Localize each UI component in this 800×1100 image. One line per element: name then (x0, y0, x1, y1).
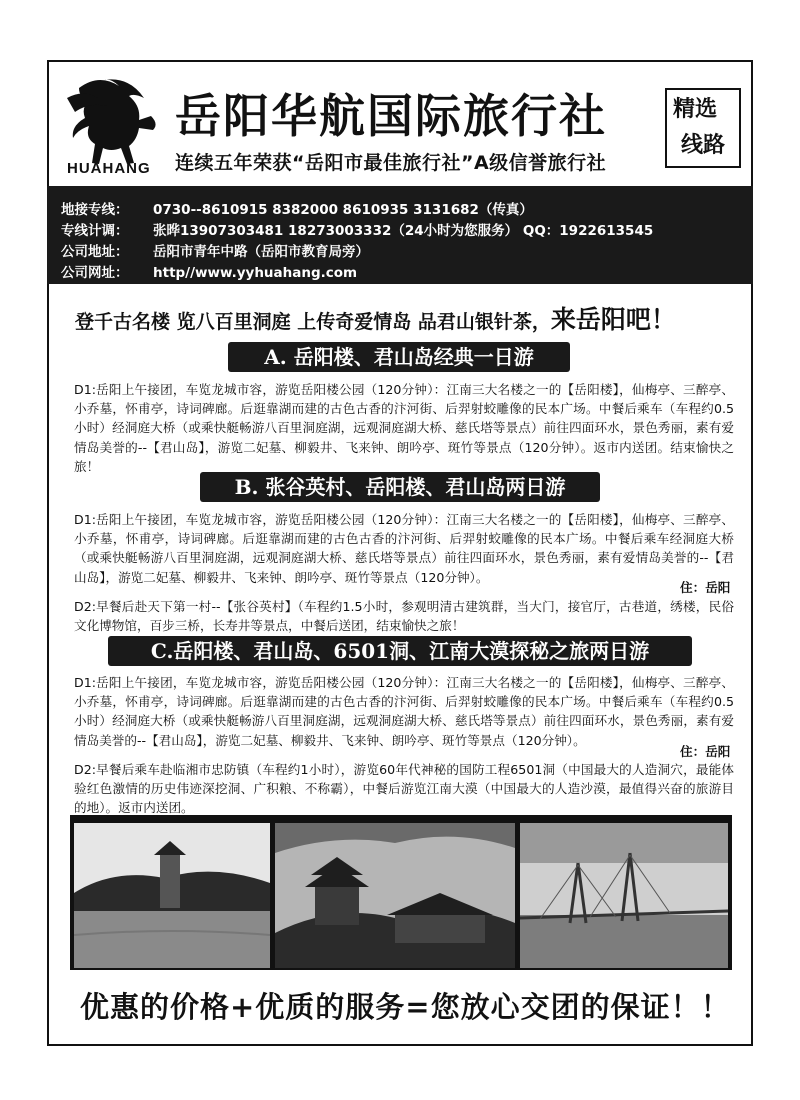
info-label: 公司网址： (61, 265, 129, 281)
badge-line-2: 线路 (681, 133, 726, 158)
photo-strip (70, 815, 732, 970)
footer-slogan: 优惠的价格+优质的服务=您放心交团的保证！！ (80, 990, 731, 1024)
company-name: 岳阳华航国际旅行社 (175, 89, 607, 143)
slogan (75, 300, 676, 336)
tour-b-d2: D2:早餐后赴天下第一村--【张谷英村】（车程约1.5小时，参观明清古建筑群，当大门，接官厅，古巷道，绣楼，民俗文化博物馆，百步三桥，长寿井等景点，中餐后送团，结束愉快之旅！ (74, 599, 734, 634)
tour-a-title: A. 岳阳楼、君山岛经典一日游 (228, 342, 570, 372)
featured-routes-badge (665, 88, 741, 168)
info-label: 专线计调： (61, 223, 129, 239)
header (47, 60, 753, 186)
tour-c-d1: D1:岳阳上午接团，车览龙城市容，游览岳阳楼公园（120分钟）：江南三大名楼之一的【岳阳楼】，仙梅亭、三醉亭、小乔墓，怀甫亭，诗词碑廊。后逛靠湖而建的古色古香的汴河街、后羿射蛟雕像的民本广场。中餐后乘车（车程约0.5小时）经洞庭大桥（或乘快艇畅游八百里洞庭湖，远观洞庭湖大桥、慈氏塔等景点）前往四面环水，景色秀丽，素有爱情岛美誉的--【君山岛】，游览二妃墓、柳毅井、飞来钟、朗吟亭、斑竹等景点（120分钟）。 (74, 675, 734, 748)
info-value: 0730--8610915 8382000 8610935 3131682（传真） (153, 202, 533, 218)
tour-c-title: C.岳阳楼、君山岛、6501洞、江南大漠探秘之旅两日游 (108, 636, 692, 666)
badge-line-1: 精选 (673, 97, 718, 122)
tour-b-stay: 住：岳阳 (680, 580, 731, 595)
info-value: 岳阳市青年中路（岳阳市教育局旁） (153, 244, 369, 260)
info-row-hotline (61, 198, 533, 218)
tour-b-d1: D1:岳阳上午接团，车览龙城市容，游览岳阳楼公园（120分钟）：江南三大名楼之一的【岳阳楼】，仙梅亭、三醉亭、小乔墓，怀甫亭，诗词碑廊。后逛靠湖而建的古色古香的汴河街、后羿射蛟雕像的民本广场。中餐后乘车经洞庭大桥（或乘快艇畅游八百里洞庭湖，远观洞庭湖大桥、慈氏塔等景点）前往四面环水，景色秀丽，素有爱情岛美誉的--【君山岛】，游览二妃墓、柳毅井、飞来钟、朗吟亭、斑竹等景点（120分钟）。 (74, 512, 734, 585)
photo-yueyang-tower (275, 823, 515, 968)
info-label: 公司地址： (61, 244, 129, 260)
info-label: 地接专线： (61, 202, 129, 218)
tour-b-title: B. 张谷英村、岳阳楼、君山岛两日游 (200, 472, 600, 502)
company-subtitle: 连续五年荣获“岳阳市最佳旅行社”A级信誉旅行社 (175, 152, 607, 174)
logo-text: HUAHANG (67, 160, 151, 177)
info-row-website (61, 261, 357, 281)
slogan-main: 登千古名楼 览八百里洞庭 上传奇爱情岛 品君山银针茶， (75, 311, 551, 333)
tour-a-d1: D1:岳阳上午接团，车览龙城市容，游览岳阳楼公园（120分钟）：江南三大名楼之一的【岳阳楼】，仙梅亭、三醉亭、小乔墓，怀甫亭，诗词碑廊。后逛靠湖而建的古色古香的汴河街、后羿射蛟雕像的民本广场。中餐后乘车（车程约0.5小时）经洞庭大桥（或乘快艇畅游八百里洞庭湖，远观洞庭湖大桥、慈氏塔等景点）前往四面环水，景色秀丽，素有爱情岛美誉的--【君山岛】，游览二妃墓、柳毅井、飞来钟、朗吟亭、斑竹等景点（120分钟）。返市内送团。结束愉快之旅！ (74, 382, 734, 474)
tour-c-d2: D2:早餐后乘车赴临湘市忠防镇（车程约1小时），游览60年代神秘的国防工程6501洞（中国最大的人造洞穴，最能体验红色激情的历史伟迹深挖洞、广积粮、不称霸），中餐后游览江南大漠（中国最大的人造沙漠，最值得兴奋的旅游目的地）。返市内送团。 (74, 762, 734, 816)
contact-info-bar (47, 186, 753, 284)
info-row-address (61, 240, 369, 260)
info-value: 张晔13907303481 18273003332（24小时为您服务） QQ：1922613545 (153, 223, 654, 239)
photo-island-pavilion (74, 823, 270, 968)
info-row-planner (61, 219, 653, 239)
slogan-emphasis: 来岳阳吧！ (550, 305, 676, 334)
website-link[interactable]: http//www.yyhuahang.com (153, 265, 358, 281)
tour-c-stay: 住：岳阳 (680, 744, 731, 759)
photo-dongting-bridge (520, 823, 728, 968)
